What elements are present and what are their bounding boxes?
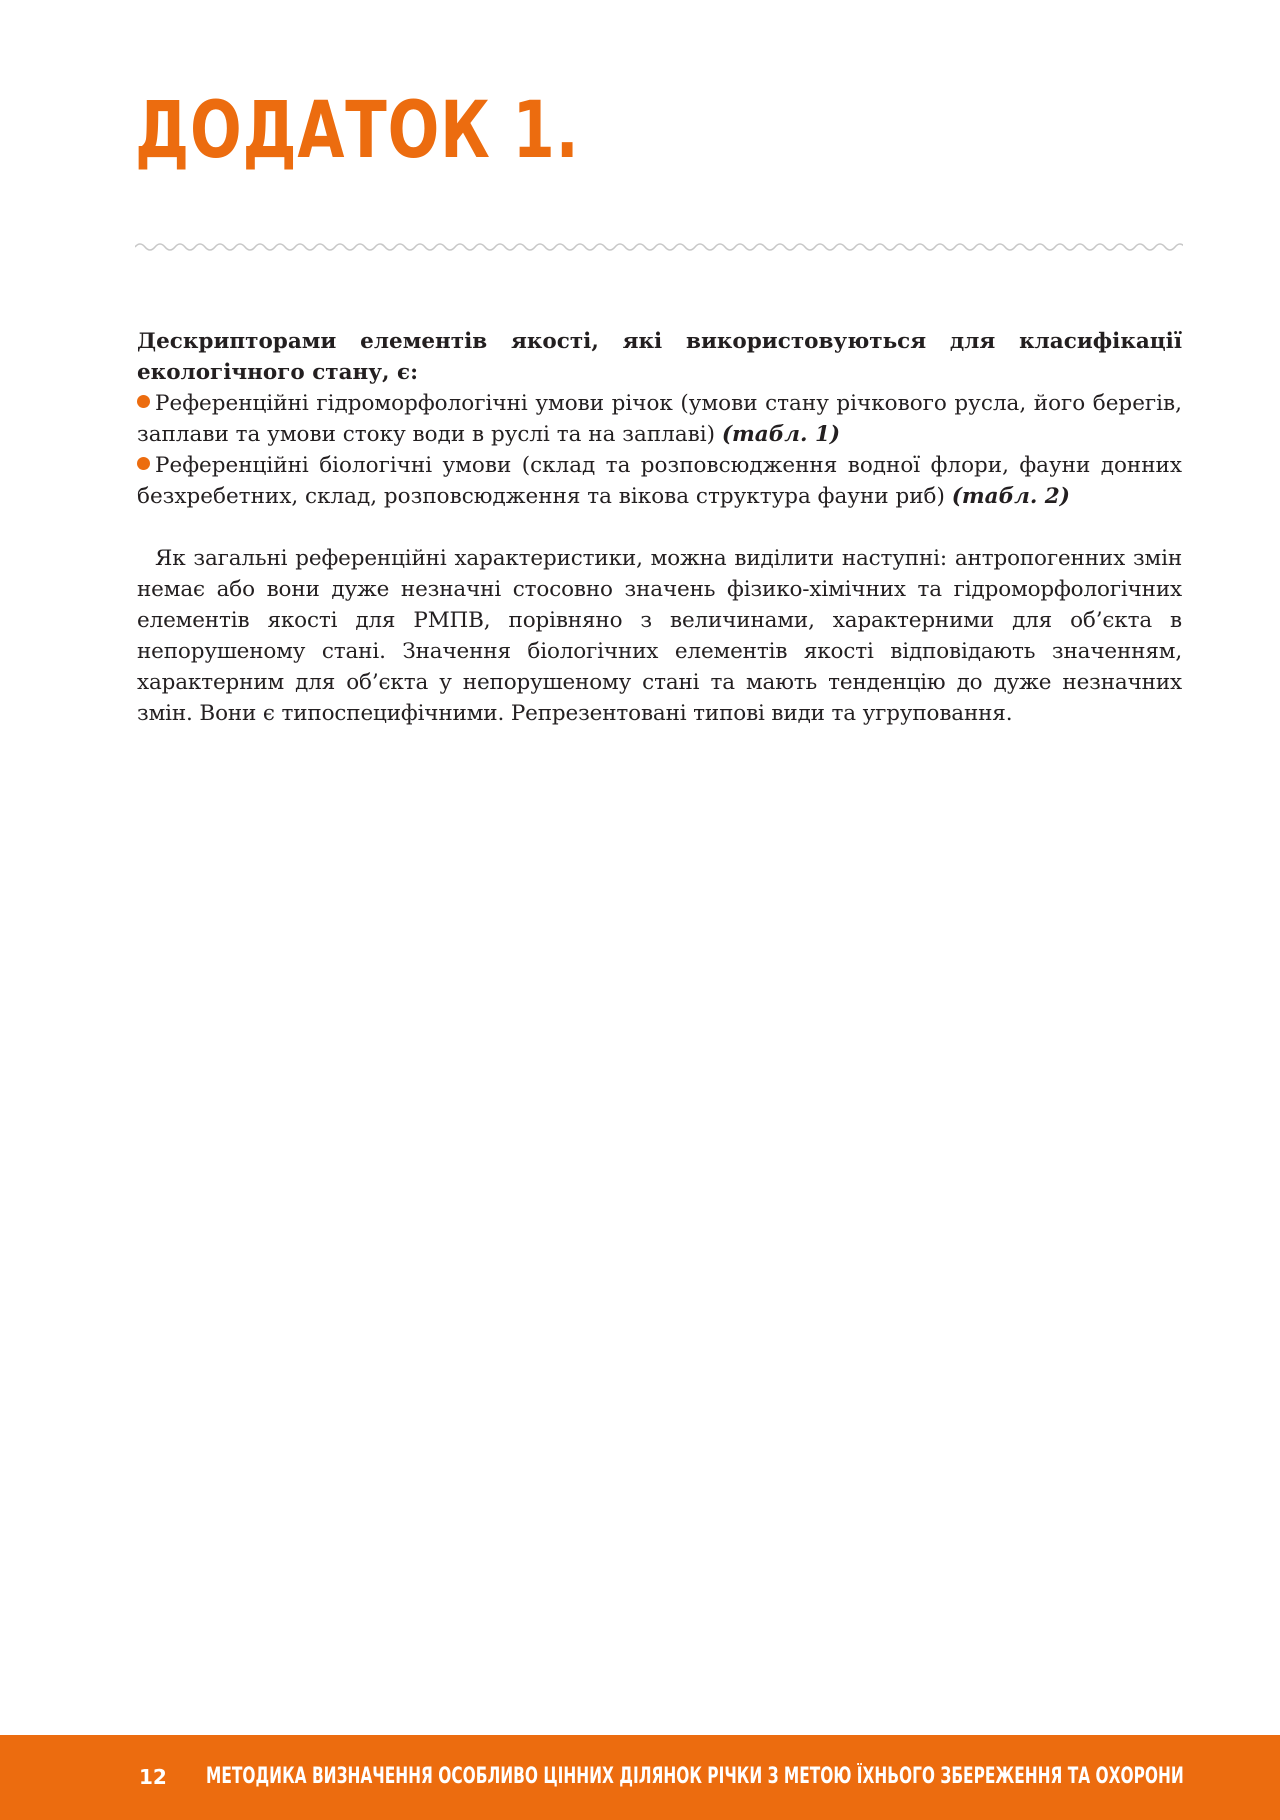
page-footer bbox=[0, 1735, 1280, 1820]
table-reference: (табл. 1) bbox=[721, 422, 841, 447]
wavy-divider bbox=[135, 240, 1183, 254]
descriptor-list bbox=[137, 388, 1182, 512]
running-title: МЕТОДИКА ВИЗНАЧЕННЯ ОСОБЛИВО ЦІННИХ ДІЛЯНОК РІЧКИ З МЕТОЮ ЇХНЬОГО ЗБЕРЕЖЕННЯ ТА ОХОРОНИ bbox=[206, 1764, 1184, 1789]
main-content bbox=[137, 326, 1182, 729]
list-item bbox=[137, 388, 1182, 450]
bullet-dot-icon bbox=[137, 457, 150, 470]
body-paragraph: Як загальні референційні характеристики, можна виділити наступні: антропогенних змін немає або вони дуже незначні стосовно значень фізико-хімічних та гідроморфологічних елементів якості для РМПВ, порівняно з величинами, характерними для об’єкта в непорушеному стані. Значення біологічних елементів якості відповідають значенням, характерним для об’єкта у непорушеному стані та мають тенденцію до дуже незначних змін. Вони є типоспецифічними. Репрезентовані типові види та угруповання. bbox=[137, 546, 1182, 726]
page-title: ДОДАТОК 1. bbox=[135, 86, 580, 176]
table-reference: (табл. 2) bbox=[951, 484, 1070, 509]
intro-heading: Дескрипторами елементів якості, які використовуються для класифікації екологічного стану, є: bbox=[137, 329, 1182, 385]
bullet-text: Референційні біологічні умови (склад та розповсюдження водної флори, фауни донних безхребетних, склад, розповсюдження та вікова структура фауни риб) bbox=[137, 453, 1182, 509]
list-item bbox=[137, 450, 1182, 512]
bullet-dot-icon bbox=[137, 395, 150, 408]
bullet-text: Референційні гідроморфологічні умови річок (умови стану річкового русла, його берегів, заплави та умови стоку води в руслі та на заплаві) bbox=[137, 391, 1182, 447]
page-number: 12 bbox=[139, 1765, 167, 1789]
